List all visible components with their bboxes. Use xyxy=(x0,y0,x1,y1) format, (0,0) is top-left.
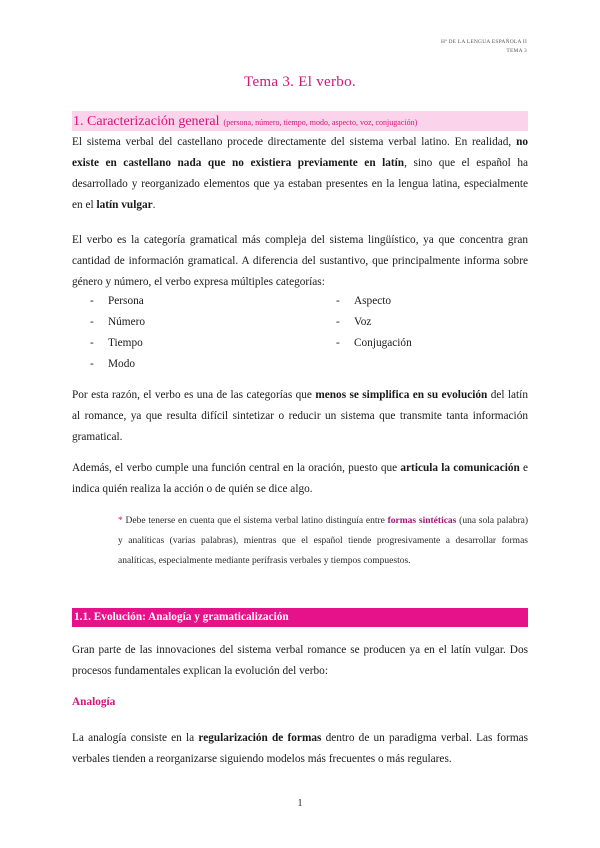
para6-text-2: dentro de un paradigma verbal. Las formas verbales tienden a reorganizarse siguiendo modelos más frecuentes o más regulares. xyxy=(72,732,529,765)
document-title: Tema 3. El verbo. xyxy=(244,74,356,90)
subheading-analogia: Analogía xyxy=(72,696,116,708)
page-number: 1 xyxy=(297,797,303,809)
paragraph-5: Gran parte de las innovaciones del sistema verbal romance se producen ya en el latín vulgar. Dos procesos fundamentales explican la evolución del verbo: xyxy=(72,644,528,677)
note-bold-1: formas sintéticas xyxy=(387,516,457,526)
list-item: - Persona xyxy=(90,295,144,307)
para1-text-1: El sistema verbal del castellano procede directamente del sistema verbal latino. En realidad, xyxy=(72,136,512,148)
note-box xyxy=(118,511,528,571)
section-1-1-heading: 1.1. Evolución: Analogía y gramaticalización xyxy=(72,608,528,627)
para4-text-1: Además, el verbo cumple una función central en la oración, puesto que xyxy=(72,462,398,474)
header-tema: TEMA 3 xyxy=(506,48,527,54)
paragraph-2: El verbo es la categoría gramatical más compleja del sistema lingüístico, ya que concentra gran cantidad de información gramatical. A diferencia del sustantivo, que principalmente informa sobre género y número, el verbo expresa múltiples categorías: xyxy=(72,234,528,288)
list-item: - Voz xyxy=(336,316,372,328)
note-star: * xyxy=(118,516,123,526)
header-course: Hª DE LA LENGUA ESPAÑOLA II xyxy=(440,39,527,45)
para1-text-3: . xyxy=(152,199,156,211)
para6-text-1: La analogía consiste en la xyxy=(72,732,195,744)
para4-text-2: e indica quién realiza la acción o de quién se dice algo. xyxy=(72,462,529,495)
section-1-subtitle: (persona, número, tiempo, modo, aspecto, voz, conjugación) xyxy=(223,118,418,127)
category-list-right xyxy=(336,291,412,354)
list-item: - Modo xyxy=(90,358,135,370)
category-list-left xyxy=(90,291,145,375)
note-text-1: Debe tenerse en cuenta que el sistema verbal latino distinguía entre xyxy=(125,516,385,526)
para3-text-2: del latín al romance, ya que resulta difícil sintetizar o reducir un sistema que transmite tanta información gramatical. xyxy=(72,389,528,443)
para1-bold-2: latín vulgar xyxy=(96,199,153,211)
list-item: - Conjugación xyxy=(336,337,412,349)
paragraph-1 xyxy=(72,132,528,216)
para6-bold-1: regularización de formas xyxy=(198,732,322,744)
running-header xyxy=(441,38,527,56)
note-text-2: (una sola palabra) y analíticas (varias palabras), mientras que el español tiende progresivamente a desarrollar formas analíticas, especialmente mediante perífrasis verbales y tiempos compuestos. xyxy=(118,516,529,566)
para3-text-1: Por esta razón, el verbo es una de las categorías que xyxy=(72,389,312,401)
list-item: - Número xyxy=(90,316,146,328)
paragraph-4 xyxy=(72,458,528,500)
section-1-title: 1. Caracterización general xyxy=(73,114,220,129)
para3-bold-1: menos se simplifica en su evolución xyxy=(315,389,488,401)
para4-bold-1: articula la comunicación xyxy=(400,462,520,474)
paragraph-3 xyxy=(72,385,528,448)
para1-text-2: , sino que el español ha desarrollado y reorganizado elementos que ya estaban presentes en la lengua latina, especialmente en el xyxy=(72,157,528,211)
list-item: - Aspecto xyxy=(336,295,392,307)
paragraph-6 xyxy=(72,728,528,770)
para1-bold-1: no existe en castellano nada que no existiera previamente en latín xyxy=(72,136,528,169)
section-1-heading xyxy=(72,111,528,131)
list-item: - Tiempo xyxy=(90,337,143,349)
